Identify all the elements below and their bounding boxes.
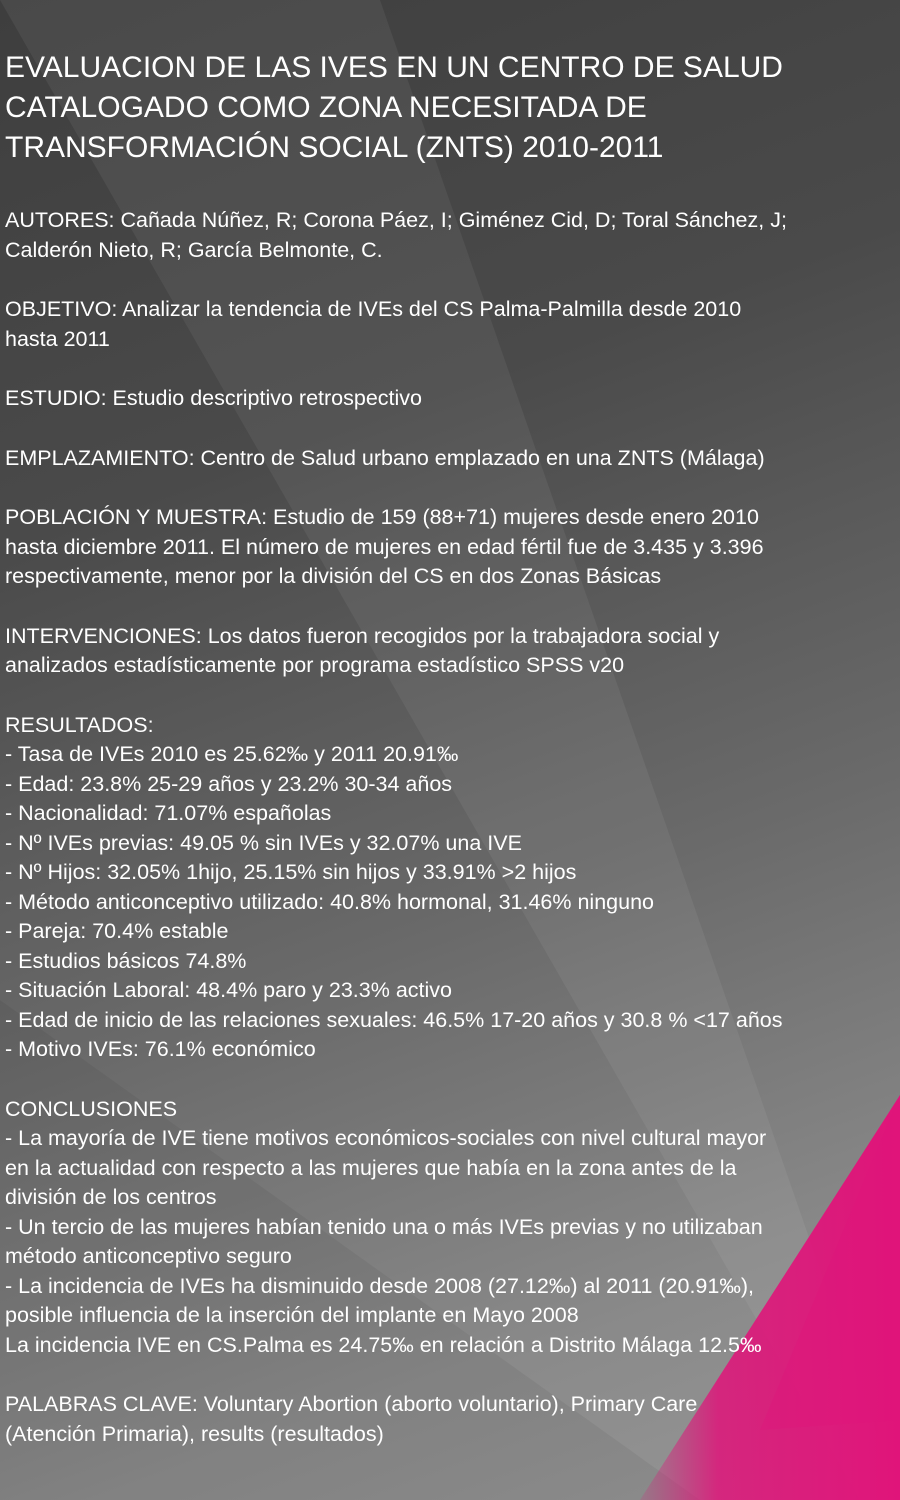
autores-section xyxy=(5,206,897,265)
emplazamiento-section xyxy=(5,444,897,474)
title-line: CATALOGADO COMO ZONA NECESITADA DE xyxy=(5,91,647,124)
conclusiones-line: - La mayoría de IVE tiene motivos económicos-sociales con nivel cultural mayor xyxy=(5,1126,767,1150)
poster-content xyxy=(5,48,897,1479)
conclusiones-line: en la actualidad con respecto a las mujeres que había en la zona antes de la xyxy=(5,1155,737,1180)
conclusiones-line: La incidencia IVE en CS.Palma es 24.75‰ en relación a Distrito Málaga 12.5‰ xyxy=(5,1332,762,1357)
conclusiones-line: - Un tercio de las mujeres habían tenido una o más IVEs previas y no utilizaban xyxy=(5,1214,763,1239)
title-line: TRANSFORMACIÓN SOCIAL (ZNTS) 2010-2011 xyxy=(5,131,664,164)
conclusiones-heading: CONCLUSIONES xyxy=(5,1096,178,1121)
emplazamiento-line: EMPLAZAMIENTO: Centro de Salud urbano emplazado en una ZNTS (Málaga) xyxy=(5,445,765,470)
resultados-item: - Pareja: 70.4% estable xyxy=(5,919,229,943)
poblacion-section xyxy=(5,503,897,592)
title-line: EVALUACION DE LAS IVES EN UN CENTRO DE SALUD xyxy=(5,51,783,84)
resultados-item: - Método anticonceptivo utilizado: 40.8% hormonal, 31.46% ninguno xyxy=(5,889,654,914)
conclusiones-line: posible influencia de la inserción del implante en Mayo 2008 xyxy=(5,1303,579,1327)
intervenciones-line: INTERVENCIONES: Los datos fueron recogidos por la trabajadora social y xyxy=(5,623,720,648)
palabras-clave-line: (Atención Primaria), results (resultados) xyxy=(5,1421,384,1446)
resultados-item: - Edad de inicio de las relaciones sexuales: 46.5% 17-20 años y 30.8 % <17 años xyxy=(5,1007,783,1032)
resultados-item: - Nacionalidad: 71.07% españolas xyxy=(5,801,332,825)
page-title xyxy=(5,48,897,168)
poblacion-line: POBLACIÓN Y MUESTRA: Estudio de 159 (88+71) mujeres desde enero 2010 xyxy=(5,505,759,529)
resultados-section xyxy=(5,711,897,1065)
resultados-item: - Situación Laboral: 48.4% paro y 23.3% activo xyxy=(5,978,452,1002)
intervenciones-section xyxy=(5,622,897,681)
palabras-clave-section xyxy=(5,1390,897,1449)
conclusiones-section xyxy=(5,1095,897,1361)
autores-line: AUTORES: Cañada Núñez, R; Corona Páez, I; Giménez Cid, D; Toral Sánchez, J; xyxy=(5,208,787,232)
intervenciones-line: analizados estadísticamente por programa estadístico SPSS v20 xyxy=(5,653,625,677)
palabras-clave-line: PALABRAS CLAVE: Voluntary Abortion (aborto voluntario), Primary Care xyxy=(5,1392,698,1416)
objetivo-line: OBJETIVO: Analizar la tendencia de IVEs del CS Palma-Palmilla desde 2010 xyxy=(5,297,742,321)
poblacion-line: respectivamente, menor por la división del CS en dos Zonas Básicas xyxy=(5,564,662,588)
resultados-heading: RESULTADOS: xyxy=(5,712,154,737)
conclusiones-line: - La incidencia de IVEs ha disminuido desde 2008 (27.12‰) al 2011 (20.91‰), xyxy=(5,1273,754,1298)
objetivo-section xyxy=(5,295,897,354)
estudio-line: ESTUDIO: Estudio descriptivo retrospectivo xyxy=(5,386,423,410)
poblacion-line: hasta diciembre 2011. El número de mujeres en edad fértil fue de 3.435 y 3.396 xyxy=(5,534,764,559)
objetivo-line: hasta 2011 xyxy=(5,326,110,351)
resultados-item: - Nº Hijos: 32.05% 1hijo, 25.15% sin hijos y 33.91% >2 hijos xyxy=(5,860,577,884)
resultados-item: - Edad: 23.8% 25-29 años y 23.2% 30-34 años xyxy=(5,771,453,796)
resultados-item: - Tasa de IVEs 2010 es 25.62‰ y 2011 20.91‰ xyxy=(5,742,459,766)
resultados-item: - Estudios básicos 74.8% xyxy=(5,948,247,973)
conclusiones-line: división de los centros xyxy=(5,1185,217,1209)
resultados-item: - Nº IVEs previas: 49.05 % sin IVEs y 32.07% una IVE xyxy=(5,830,522,855)
autores-line: Calderón Nieto, R; García Belmonte, C. xyxy=(5,237,383,262)
estudio-section xyxy=(5,384,897,414)
resultados-item: - Motivo IVEs: 76.1% económico xyxy=(5,1037,316,1061)
conclusiones-line: método anticonceptivo seguro xyxy=(5,1244,292,1268)
